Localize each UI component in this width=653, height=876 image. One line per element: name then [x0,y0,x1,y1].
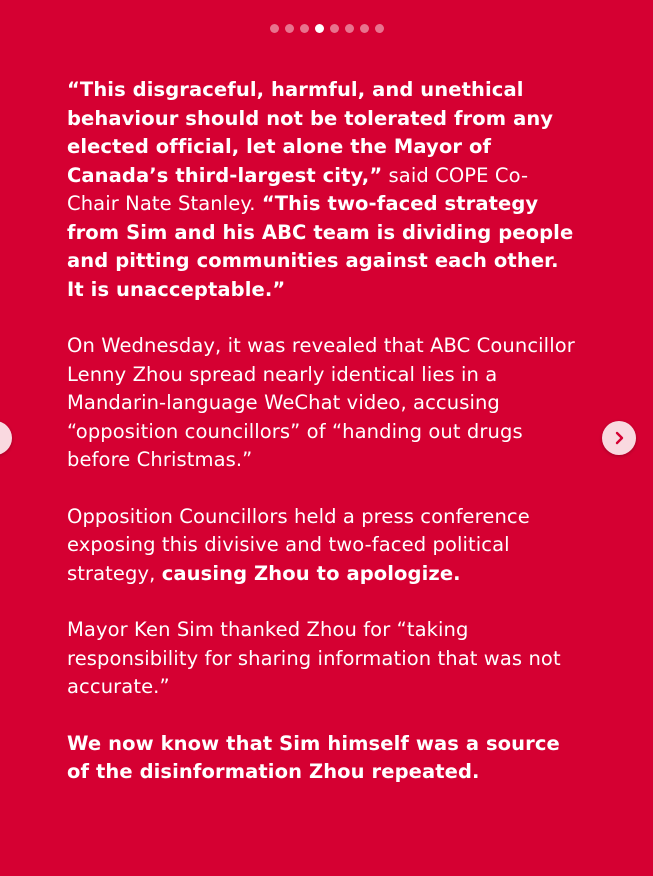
carousel-pagination-dots [0,24,653,33]
attribution-segment: said COPE Co-Chair Nate Stanley. [67,163,529,215]
carousel-prev-button[interactable] [0,421,12,455]
chevron-right-icon [612,431,626,445]
chevron-left-icon [0,431,2,445]
paragraph-quote [67,76,577,304]
paragraph-mayor-thanks [67,616,577,702]
paragraph-press-conference [67,503,577,589]
slide-text [67,76,577,815]
text-segment: Opposition Councillors held a press conference exposing this divisive and two-faced political strategy, [67,504,530,585]
carousel-dot[interactable] [330,24,339,33]
quote-segment: “This disgraceful, harmful, and unethical behaviour should not be tolerated from any elected official, let alone the Mayor of Canada’s third-largest city,” [67,78,554,187]
carousel-dot[interactable] [345,24,354,33]
carousel-dot[interactable] [300,24,309,33]
emphasis-segment: causing Zhou to apologize. [161,561,461,585]
paragraph-wednesday [67,332,577,475]
carousel-next-button[interactable] [602,421,636,455]
carousel-dot-active[interactable] [315,24,324,33]
paragraph-conclusion [67,730,577,787]
emphasis-segment: We now know that Sim himself was a source of the disinformation Zhou repeated. [67,731,560,783]
carousel-dot[interactable] [360,24,369,33]
text-segment: On Wednesday, it was revealed that ABC Councillor Lenny Zhou spread nearly identical lies in a Mandarin-language WeChat video, accusing “opposition councillors” of “handing out drugs before Christmas.” [67,334,575,471]
carousel-dot[interactable] [270,24,279,33]
text-segment: Mayor Ken Sim thanked Zhou for “taking responsibility for sharing information that was not accurate.” [67,618,561,698]
carousel-dot[interactable] [285,24,294,33]
quote-segment: “This two-faced strategy from Sim and his ABC team is dividing people and pitting communities against each other. It is unacceptable.” [67,192,574,301]
carousel-dot[interactable] [375,24,384,33]
